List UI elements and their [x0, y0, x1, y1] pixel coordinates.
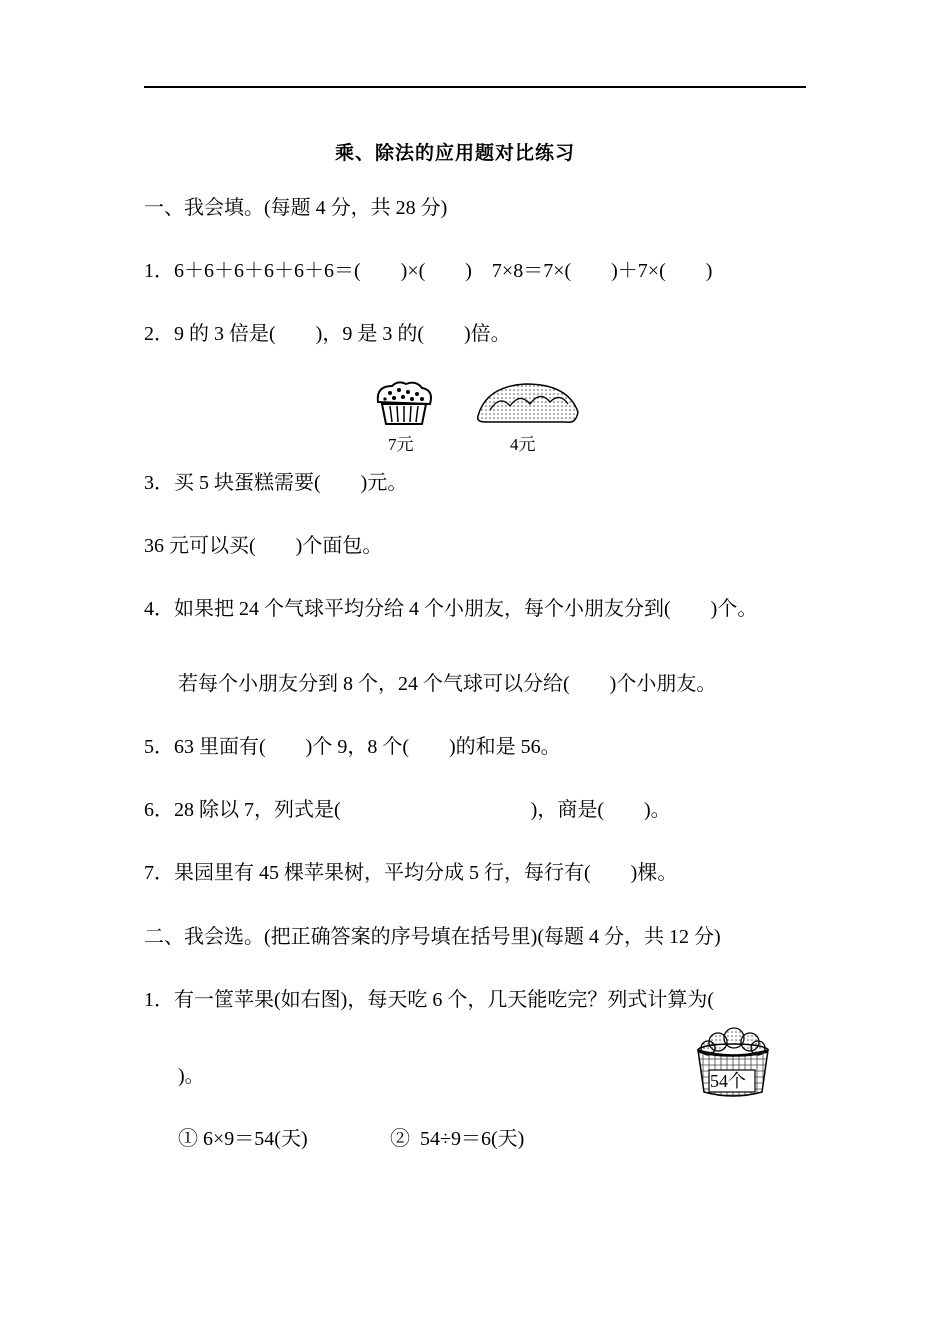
- question-2-1b: )。: [178, 1065, 205, 1087]
- question-2-1a: 1．有一筐苹果(如右图)，每天吃 6 个，几天能吃完？列式计算为(: [144, 989, 714, 1011]
- option-1: ① 6×9＝54(天): [178, 1128, 308, 1150]
- question-1-6: 6．28 除以 7，列式是( )，商是( )。: [144, 799, 671, 821]
- question-1-3b: 36 元可以买( )个面包。: [144, 535, 383, 557]
- basket-label: 54个: [710, 1071, 746, 1091]
- question-1-4b: 若每个小朋友分到 8 个，24 个气球可以分给( )个小朋友。: [178, 673, 717, 695]
- bread-icon: [476, 380, 580, 426]
- cake-icon: [372, 380, 436, 428]
- question-1-1: 1．6＋6＋6＋6＋6＋6＝( )×( ) 7×8＝7×( )＋7×( ): [144, 260, 713, 282]
- cake-price: 7元: [388, 435, 414, 454]
- option-2: ② 54÷9＝6(天): [390, 1128, 525, 1150]
- bread-price: 4元: [510, 435, 536, 454]
- question-1-7: 7．果园里有 45 棵苹果树，平均分成 5 行，每行有( )棵。: [144, 862, 678, 884]
- question-1-2: 2．9 的 3 倍是( )，9 是 3 的( )倍。: [144, 323, 511, 345]
- section2-heading: 二、我会选。(把正确答案的序号填在括号里)(每题 4 分，共 12 分): [144, 926, 721, 948]
- question-1-4a: 4．如果把 24 个气球平均分给 4 个小朋友，每个小朋友分到( )个。: [144, 598, 758, 620]
- question-1-3a: 3．买 5 块蛋糕需要( )元。: [144, 472, 408, 494]
- section1-heading: 一、我会填。(每题 4 分，共 28 分): [144, 197, 448, 219]
- page-title: 乘、除法的应用题对比练习: [335, 143, 576, 164]
- question-1-5: 5．63 里面有( )个 9，8 个( )的和是 56。: [144, 736, 561, 758]
- header-rule: [144, 86, 806, 88]
